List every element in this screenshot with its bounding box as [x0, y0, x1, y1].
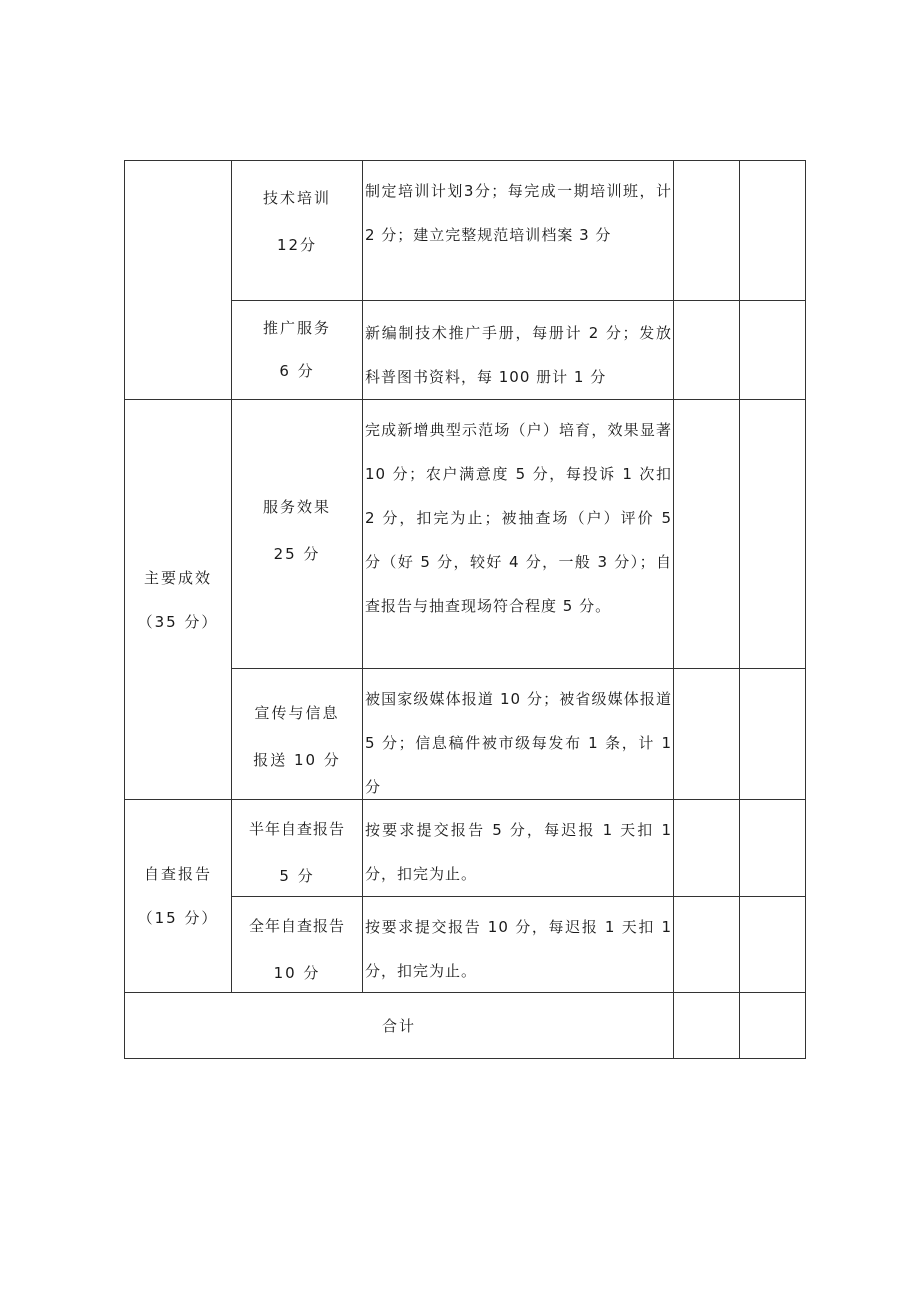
total-label: 合计: [125, 993, 674, 1059]
criteria-text: 新编制技术推广手册，每册计 2 分；发放科普图书资料，每 100 册计 1 分: [365, 324, 672, 386]
item-cell: [232, 161, 363, 301]
item-score: 25 分: [273, 545, 321, 563]
item-name: 服务效果: [262, 498, 331, 516]
criteria-cell: [363, 161, 674, 301]
criteria-text: 被国家级媒体报道 10 分；被省级媒体报道 5 分；信息稿件被市级每发布 1 条，计 1 分: [365, 690, 672, 796]
category-cell-empty: [125, 161, 232, 400]
item-score: 报送 10 分: [253, 751, 341, 769]
criteria-text: 完成新增典型示范场（户）培育，效果显著 10 分；农户满意度 5 分，每投诉 1 次扣 2 分，扣完为止；被抽查场（户）评价 5 分（好 5 分，较好 4 分，一般 3 分）；自查报告与抽查现场符合程度 5 分。: [365, 421, 672, 615]
item-score: 12分: [276, 236, 318, 254]
item-name: 全年自查报告: [248, 917, 345, 935]
category-main-results: [125, 400, 232, 800]
score-cell: [740, 301, 806, 400]
item-cell: [232, 400, 363, 669]
item-name: 宣传与信息: [254, 704, 340, 722]
criteria-cell: [363, 301, 674, 400]
category-name: 自查报告: [143, 865, 212, 883]
criteria-cell: [363, 400, 674, 669]
score-cell: [674, 400, 740, 669]
category-score: （15 分）: [137, 909, 219, 927]
score-cell: [674, 161, 740, 301]
criteria-cell: [363, 897, 674, 993]
item-score: 10 分: [273, 964, 321, 982]
score-cell: [740, 161, 806, 301]
score-cell: [740, 669, 806, 800]
item-name: 半年自查报告: [248, 820, 345, 838]
score-cell: [674, 301, 740, 400]
total-score-cell: [674, 993, 740, 1059]
score-cell: [674, 800, 740, 897]
score-cell: [740, 400, 806, 669]
score-cell: [674, 669, 740, 800]
table-row: [125, 161, 806, 301]
table-row: [125, 800, 806, 897]
item-cell: [232, 800, 363, 897]
item-score: 6 分: [279, 362, 315, 380]
total-score-cell: [740, 993, 806, 1059]
item-cell: [232, 897, 363, 993]
criteria-text: 按要求提交报告 5 分，每迟报 1 天扣 1 分，扣完为止。: [365, 821, 672, 883]
item-name: 技术培训: [262, 189, 331, 207]
score-cell: [740, 800, 806, 897]
criteria-text: 按要求提交报告 10 分，每迟报 1 天扣 1 分，扣完为止。: [365, 918, 672, 980]
scoring-table: [124, 160, 806, 1059]
category-self-report: [125, 800, 232, 993]
criteria-text: 制定培训计划3分；每完成一期培训班，计 2 分；建立完整规范培训档案 3 分: [365, 182, 672, 244]
category-name: 主要成效: [143, 568, 212, 587]
item-score: 5 分: [279, 867, 315, 885]
criteria-cell: [363, 669, 674, 800]
score-cell: [740, 897, 806, 993]
item-cell: [232, 669, 363, 800]
item-cell: [232, 301, 363, 400]
criteria-cell: [363, 800, 674, 897]
table-row: [125, 400, 806, 669]
score-cell: [674, 897, 740, 993]
total-row: [125, 993, 806, 1059]
item-name: 推广服务: [262, 319, 331, 337]
category-score: （35 分）: [137, 612, 219, 631]
